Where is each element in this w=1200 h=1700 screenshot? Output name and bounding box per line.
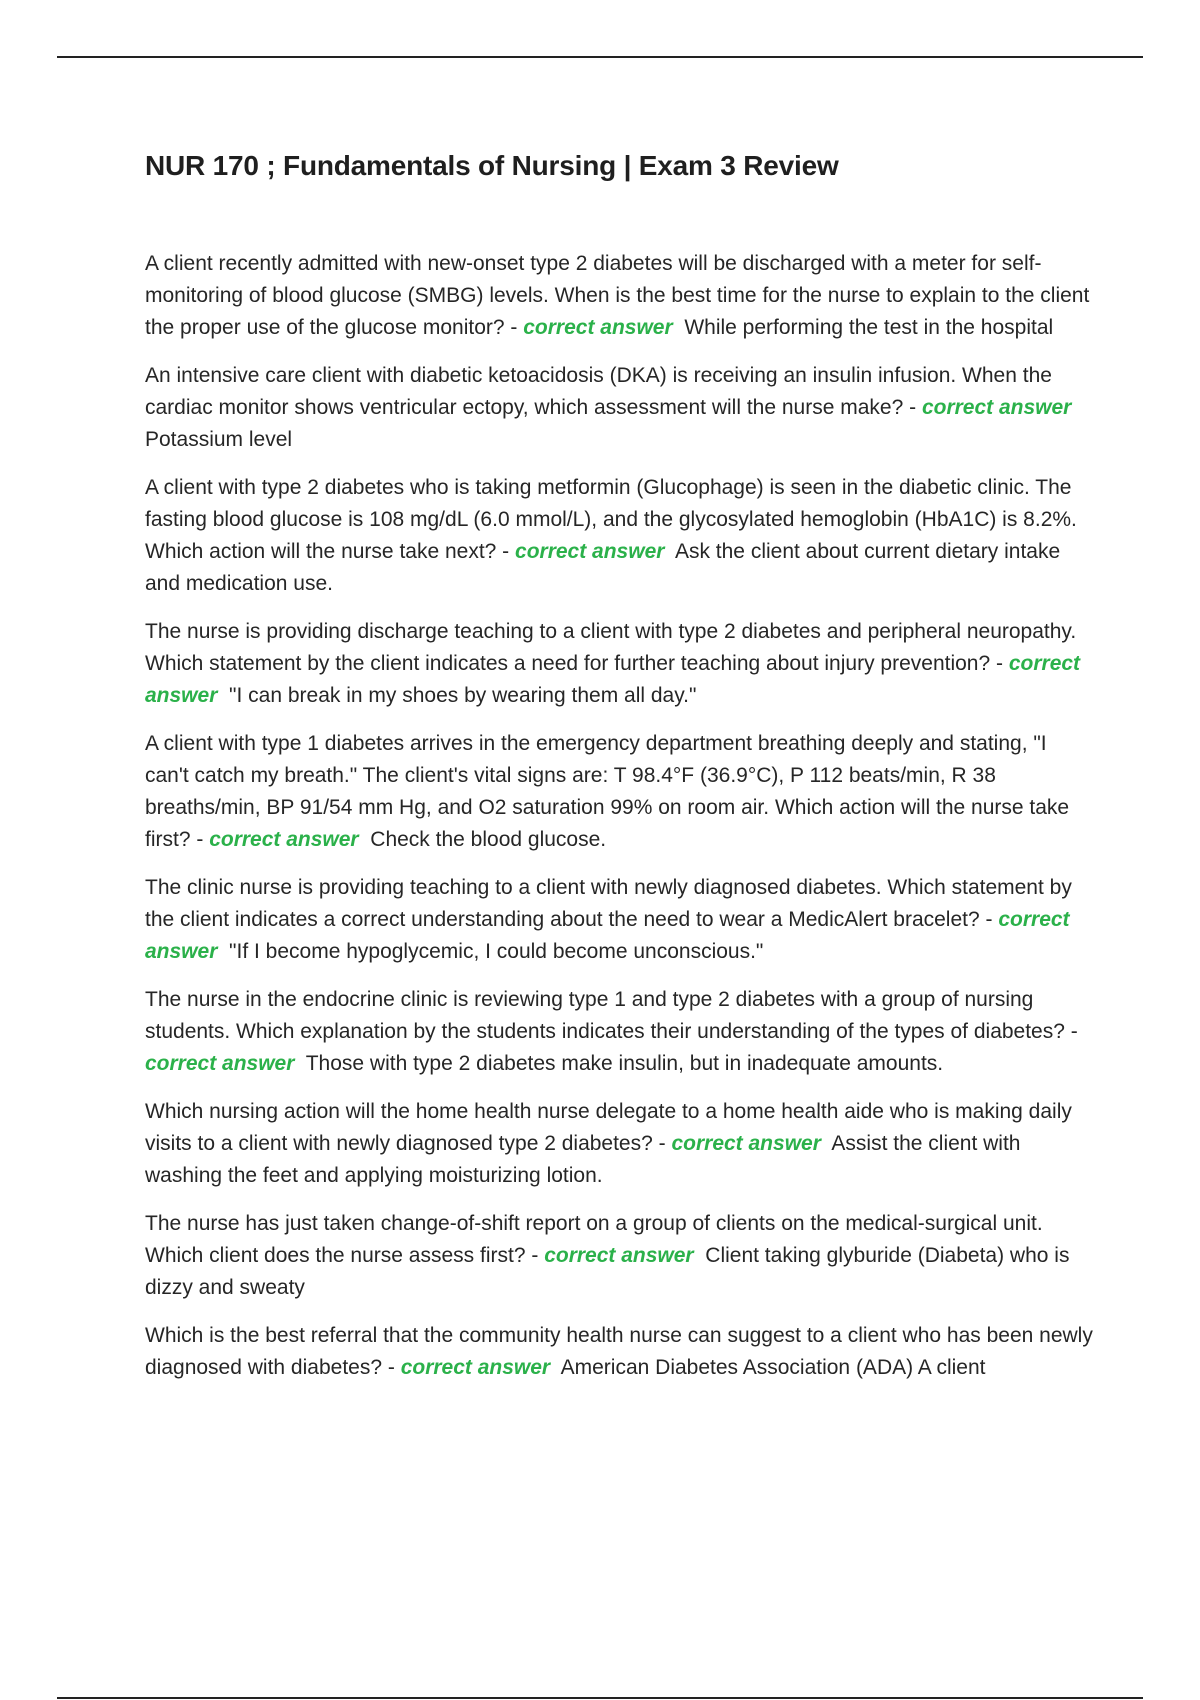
correct-answer-label: correct answer (515, 540, 665, 563)
qa-item (145, 1096, 1095, 1192)
question-text: The clinic nurse is providing teaching to a client with newly diagnosed diabetes. Which statement by the client indicates a correct understanding about the need to wear a MedicAlert bracelet? - (145, 876, 1072, 931)
correct-answer-label: correct answer (145, 652, 1081, 707)
top-rule (57, 56, 1143, 58)
question-text: The nurse in the endocrine clinic is reviewing type 1 and type 2 diabetes with a group of nursing students. Which explanation by the students indicates their understanding of the types of diabetes? - (145, 988, 1078, 1043)
correct-answer-label: correct answer (544, 1244, 694, 1267)
qa-item (145, 1208, 1095, 1304)
correct-answer-label: correct answer (209, 828, 359, 851)
question-text: The nurse has just taken change-of-shift report on a group of clients on the medical-surgical unit. Which client does the nurse assess first? - (145, 1212, 1043, 1267)
answer-text: Ask the client about current dietary intake and medication use. (145, 540, 1061, 595)
qa-item (145, 248, 1095, 344)
answer-text: Check the blood glucose. (370, 828, 607, 851)
answer-text: Potassium level (145, 428, 293, 451)
qa-item (145, 616, 1095, 712)
qa-item (145, 1320, 1095, 1384)
answer-text: While performing the test in the hospital (684, 316, 1054, 339)
qa-item (145, 984, 1095, 1080)
correct-answer-label: correct answer (400, 1356, 551, 1379)
bottom-rule (57, 1697, 1143, 1699)
correct-answer-label: correct answer (671, 1132, 821, 1155)
answer-text: "I can break in my shoes by wearing them all day." (229, 684, 697, 707)
answer-text: Assist the client with washing the feet and applying moisturizing lotion. (145, 1132, 1021, 1187)
qa-list (145, 248, 1095, 1400)
correct-answer-label: correct answer (145, 908, 1070, 963)
question-text: A client with type 2 diabetes who is taking metformin (Glucophage) is seen in the diabetic clinic. The fasting blood glucose is 108 mg/dL (6.0 mmol/L), and the glycosylated hemoglobin (HbA1C) is 8.2%. Which action will the nurse take next? - (145, 476, 1077, 563)
qa-item (145, 872, 1095, 968)
answer-text: American Diabetes Association (ADA) A client (560, 1356, 986, 1379)
question-text: A client with type 1 diabetes arrives in the emergency department breathing deeply and stating, "I can't catch my breath." The client's vital signs are: T 98.4°F (36.9°C), P 112 beats/min, R 38 breaths/min, BP 91/54 mm Hg, and O2 saturation 99% on room air. Which action will the nurse take first? - (145, 732, 1070, 851)
qa-item (145, 728, 1095, 856)
qa-item (145, 472, 1095, 600)
question-text: A client recently admitted with new-onset type 2 diabetes will be discharged with a meter for self-monitoring of blood glucose (SMBG) levels. When is the best time for the nurse to explain to the client the proper use of the glucose monitor? - (145, 252, 1090, 339)
answer-text: "If I become hypoglycemic, I could become unconscious." (229, 940, 764, 963)
correct-answer-label: correct answer (921, 396, 1072, 419)
correct-answer-label: correct answer (145, 1052, 295, 1075)
answer-text: Client taking glyburide (Diabeta) who is dizzy and sweaty (145, 1244, 1070, 1299)
question-text: The nurse is providing discharge teaching to a client with type 2 diabetes and peripheral neuropathy. Which statement by the client indicates a need for further teaching about injury prevention? - (145, 620, 1077, 675)
question-text: Which nursing action will the home health nurse delegate to a home health aide who is making daily visits to a client with newly diagnosed type 2 diabetes? - (145, 1100, 1072, 1155)
document-title: NUR 170 ; Fundamentals of Nursing | Exam 3 Review (145, 150, 839, 181)
qa-item (145, 360, 1095, 456)
question-text: Which is the best referral that the community health nurse can suggest to a client who has been newly diagnosed with diabetes? - (145, 1324, 1093, 1379)
answer-text: Those with type 2 diabetes make insulin, but in inadequate amounts. (305, 1052, 944, 1075)
correct-answer-label: correct answer (523, 316, 673, 339)
question-text: An intensive care client with diabetic ketoacidosis (DKA) is receiving an insulin infusion. When the cardiac monitor shows ventricular ectopy, which assessment will the nurse make? - (145, 364, 1052, 419)
